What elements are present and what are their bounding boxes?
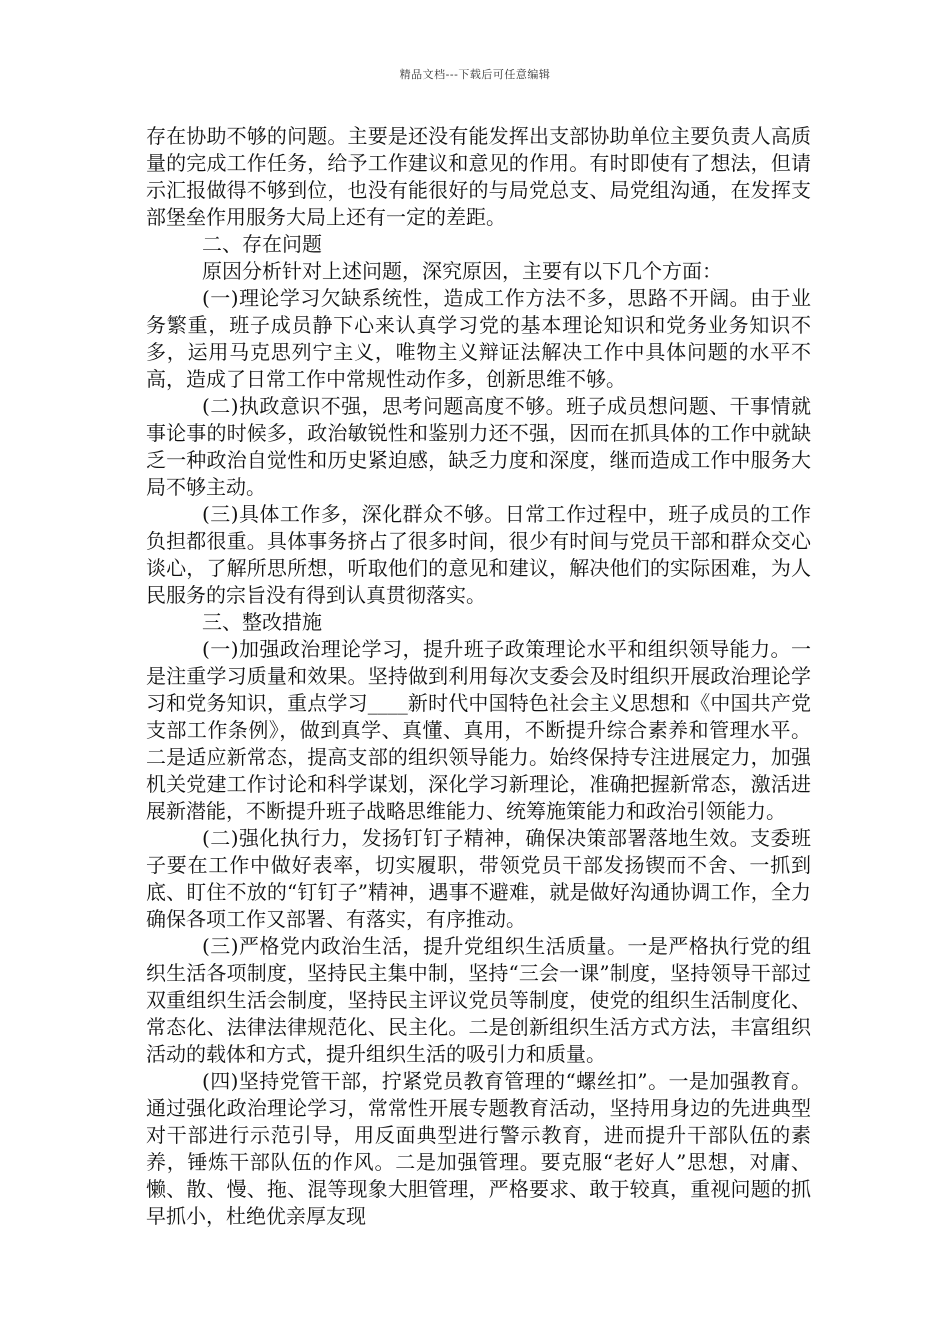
paragraph-measure-4: (四)坚持党管干部，拧紧党员教育管理的“螺丝扣”。一是加强教育。通过强化政治理论学习，常常性开展专题教育活动，坚持用身边的先进典型对干部进行示范引导，用反面典型进行警示教育，进而提升干部队伍的素养，锤炼干部队伍的作风。二是加强管理。要克服“老好人”思想，对庸、懒、散、慢、拖、混等现象大胆管理，严格要求、敢于较真，重视问题的抓早抓小，杜绝优亲厚友现	[146, 1069, 811, 1228]
paragraph-measure-1: (一)加强政治理论学习，提升班子政策理论水平和组织领导能力。一是注重学习质量和效果。坚持做到利用每次支委会及时组织开展政治理论学习和党务知识，重点学习____新时代中国特色社会主义思想和《中国共产党支部工作条例》，做到真学、真懂、真用，不断提升综合素养和管理水平。二是适应新常态，提高支部的组织领导能力。始终保持专注进展定力，加强机关党建工作讨论和科学谋划，深化学习新理论，准确把握新常态，激活进展新潜能，不断提升班子战略思维能力、统筹施策能力和政治引领能力。	[146, 637, 811, 823]
paragraph-measure-3: (三)严格党内政治生活，提升党组织生活质量。一是严格执行党的组织生活各项制度，坚持民主集中制，坚持“三会一课”制度，坚持领导干部过双重组织生活会制度，坚持民主评议党员等制度，使党的组织生活制度化、常态化、法律法律规范化、民主化。二是创新组织生活方式方法，丰富组织活动的载体和方式，提升组织生活的吸引力和质量。	[146, 934, 811, 1066]
paragraph-cause-1: (一)理论学习欠缺系统性，造成工作方法不多，思路不开阔。由于业务繁重，班子成员静下心来认真学习党的基本理论知识和党务业务知识不多，运用马克思列宁主义，唯物主义辩证法解决工作中具体问题的水平不高，造成了日常工作中常规性动作多，创新思维不够。	[146, 286, 811, 391]
page-header: 精品文档---下载后可任意编辑	[399, 68, 551, 81]
paragraph-1: 存在协助不够的问题。主要是还没有能发挥出支部协助单位主要负责人高质量的完成工作任务，给予工作建议和意见的作用。有时即使有了想法，但请示汇报做得不够到位，也没有能很好的与局党总支、局党组沟通，在发挥支部堡垒作用服务大局上还有一定的差距。	[146, 124, 811, 229]
document-body	[146, 123, 811, 1230]
paragraph-cause-2: (二)执政意识不强，思考问题高度不够。班子成员想问题、干事情就事论事的时候多，政治敏锐性和鉴别力还不强，因而在抓具体的工作中就缺乏一种政治自觉性和历史紧迫感，缺乏力度和深度，继而造成工作中服务大局不够主动。	[146, 394, 811, 499]
paragraph-cause-intro: 原因分析针对上述问题，深究原因，主要有以下几个方面：	[202, 259, 722, 283]
paragraph-measure-2: (二)强化执行力，发扬钉钉子精神，确保决策部署落地生效。支委班子要在工作中做好表率，切实履职，带领党员干部发扬锲而不舍、一抓到底、盯住不放的“钉钉子”精神，遇事不避难，就是做好沟通协调工作，全力确保各项工作又部署、有落实，有序推动。	[146, 826, 811, 931]
section-heading-3: 三、整改措施	[202, 610, 322, 634]
paragraph-cause-3: (三)具体工作多，深化群众不够。日常工作过程中，班子成员的工作负担都很重。具体事务挤占了很多时间，很少有时间与党员干部和群众交心谈心，了解所思所想，听取他们的意见和建议，解决他们的实际困难，为人民服务的宗旨没有得到认真贯彻落实。	[146, 502, 811, 607]
section-heading-2: 二、存在问题	[202, 232, 322, 256]
